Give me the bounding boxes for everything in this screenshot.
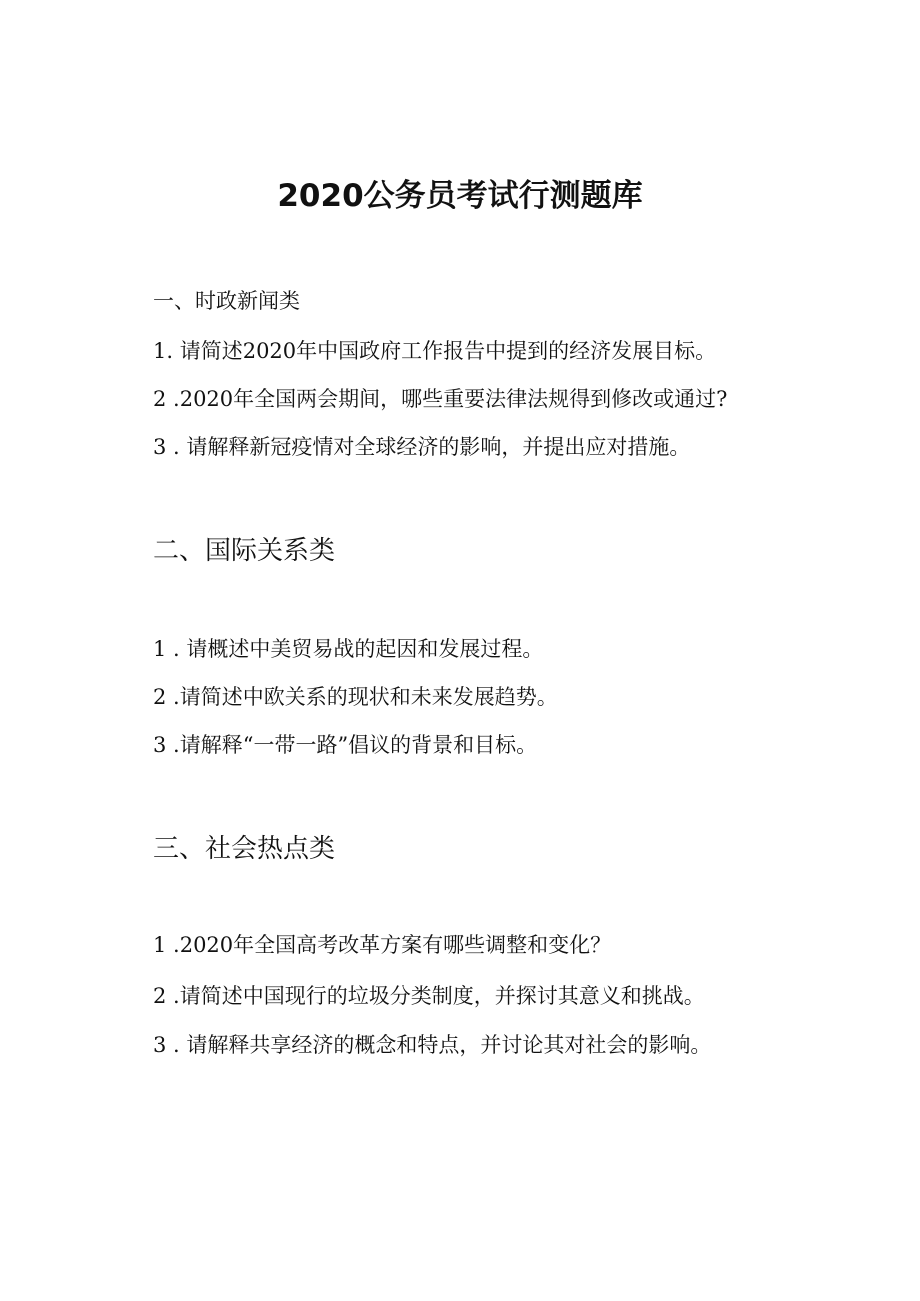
question-item: 2 .2020年全国两会期间，哪些重要法律法规得到修改或通过? [153,387,728,411]
question-item: 2 .请简述中国现行的垃圾分类制度，并探讨其意义和挑战。 [153,984,705,1008]
question-item: 1 . 请概述中美贸易战的起因和发展过程。 [153,637,544,661]
question-item: 3 .请解释“一带一路”倡议的背景和目标。 [153,733,538,757]
question-item: 1. 请简述2020年中国政府工作报告中提到的经济发展目标。 [153,339,717,363]
question-item: 2 .请简述中欧关系的现状和未来发展趋势。 [153,685,558,709]
document-title: 2020公务员考试行测题库 [277,178,643,214]
question-item: 1 .2020年全国高考改革方案有哪些调整和变化？ [153,933,612,957]
section-heading-social-hotspots: 三、社会热点类 [153,834,336,864]
section-heading-current-affairs: 一、时政新闻类 [153,289,300,313]
section-heading-international-relations: 二、国际关系类 [153,536,336,566]
question-item: 3 . 请解释共享经济的概念和特点，并讨论其对社会的影响。 [153,1033,712,1057]
question-item: 3 . 请解释新冠疫情对全球经济的影响，并提出应对措施。 [153,435,691,459]
